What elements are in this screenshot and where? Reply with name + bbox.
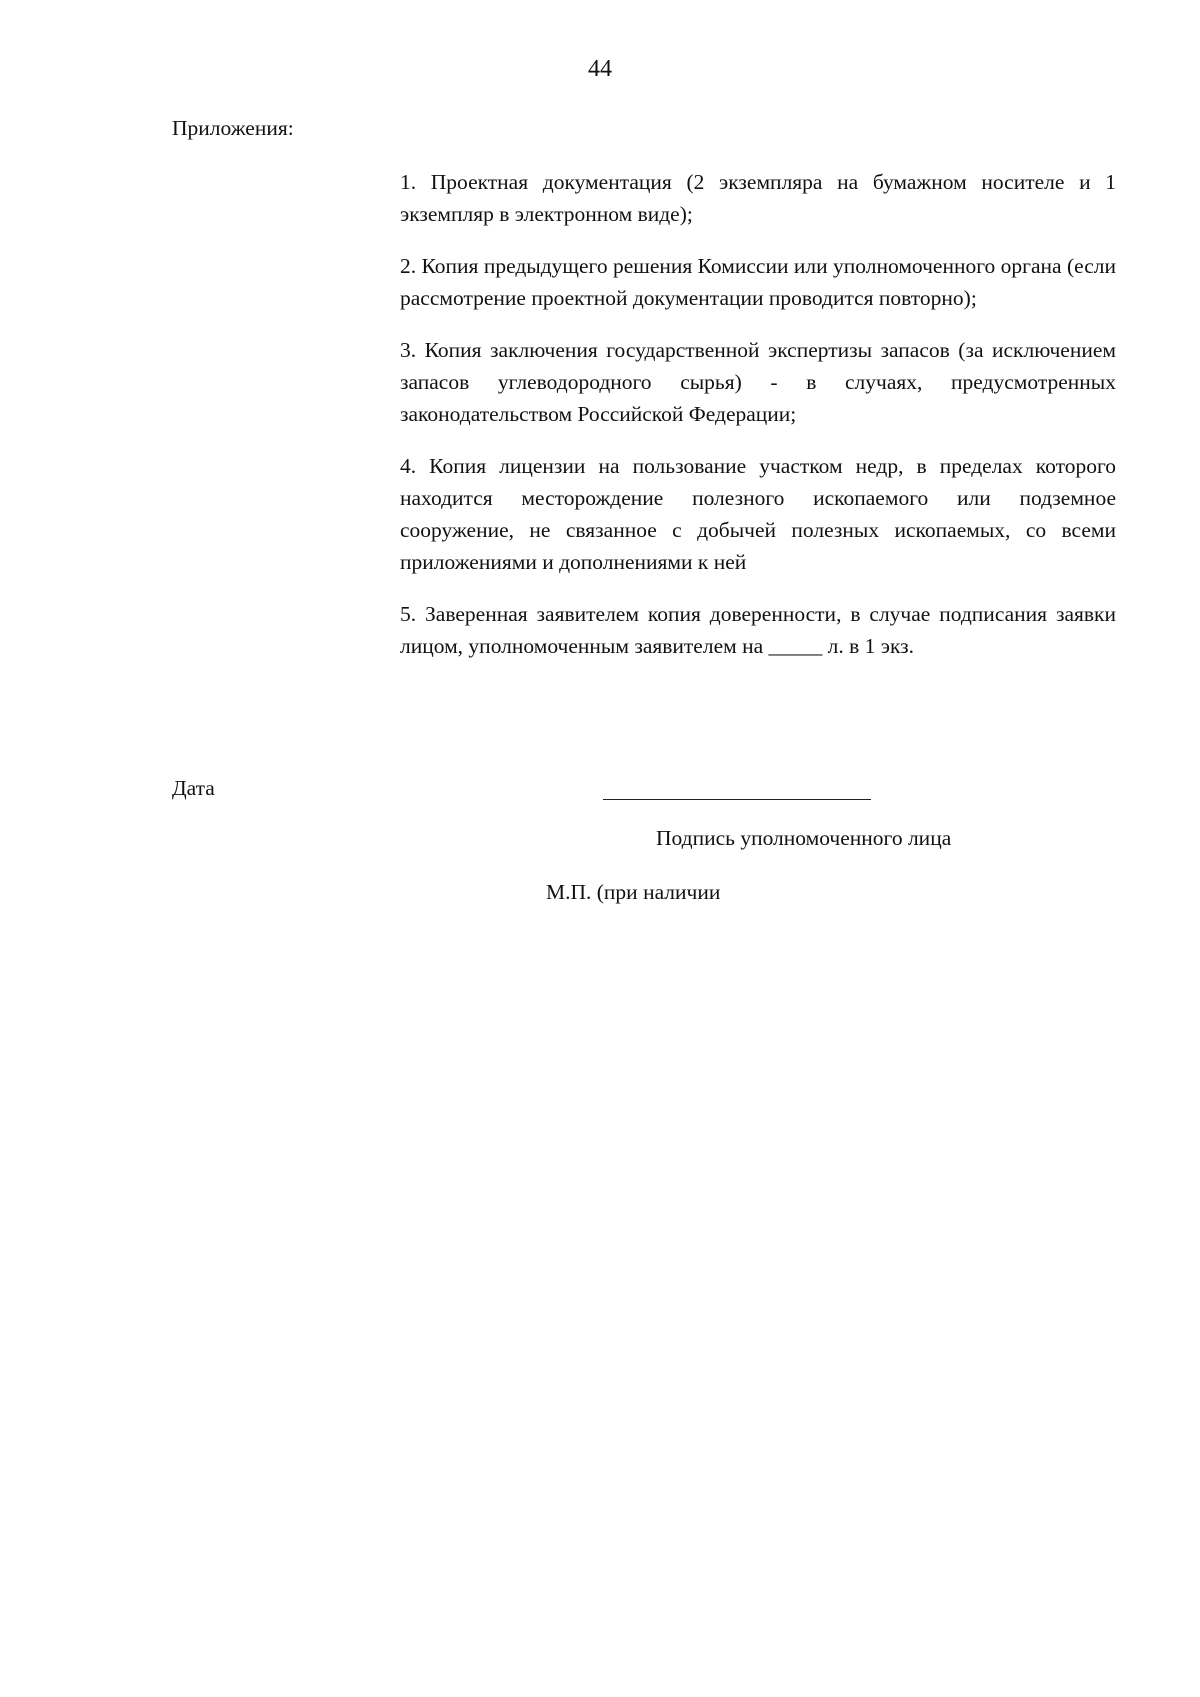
attachment-item: 2. Копия предыдущего решения Комиссии или уполномоченного органа (если рассмотрение проектной документации проводится повторно);: [400, 254, 1116, 310]
page-number: 44: [588, 56, 612, 82]
signature-line: [603, 799, 871, 800]
attachment-item: 1. Проектная документация (2 экземпляра на бумажном носителе и 1 экземпляр в электронном виде);: [400, 170, 1116, 226]
attachments-list: [400, 166, 1116, 682]
attachment-item: 3. Копия заключения государственной экспертизы запасов (за исключением запасов углеводородного сырья) - в случаях, предусмотренных законодательством Российской Федерации;: [400, 338, 1116, 426]
date-label: Дата: [172, 776, 215, 800]
stamp-note: М.П. (при наличии: [546, 880, 721, 904]
attachment-item: 5. Заверенная заявителем копия доверенности, в случае подписания заявки лицом, уполномоченным заявителем на _____ л. в 1 экз.: [400, 602, 1116, 658]
attachment-item: 4. Копия лицензии на пользование участком недр, в пределах которого находится месторождение полезного ископаемого или подземное сооружение, не связанное с добычей полезных ископаемых, со всеми приложениями и дополнениями к ней: [400, 454, 1116, 574]
signature-caption: Подпись уполномоченного лица: [656, 826, 952, 850]
attachments-heading: Приложения:: [172, 116, 294, 140]
